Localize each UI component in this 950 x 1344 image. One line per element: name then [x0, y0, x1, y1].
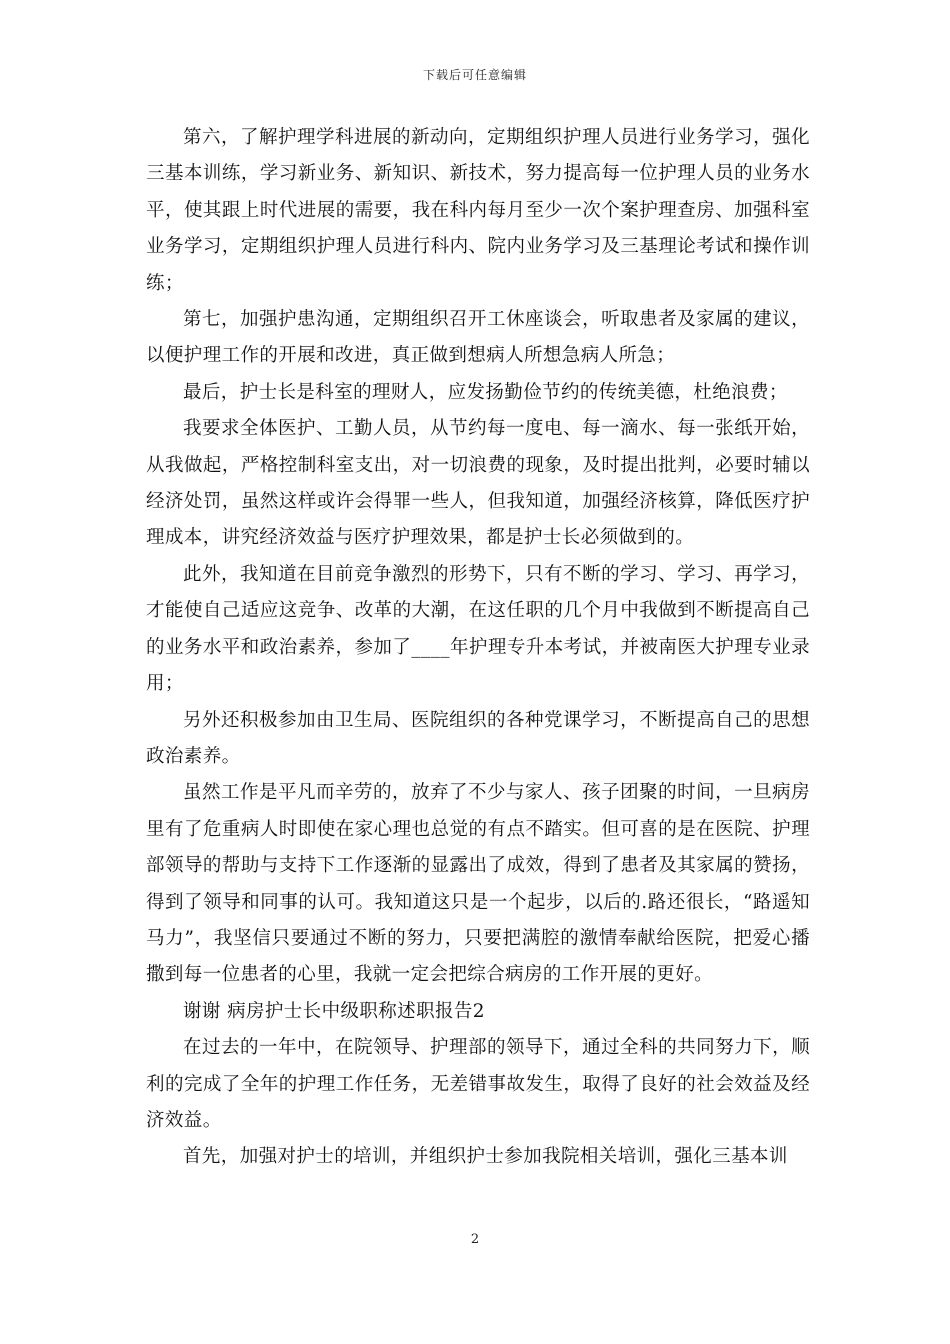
paragraph-item-six: 第六，了解护理学科进展的新动向，定期组织护理人员进行业务学习，强化三基本训练，学习新业务、新知识、新技术，努力提高每一位护理人员的业务水平，使其跟上时代进展的需要，我在科内每月至少一次个案护理查房、加强科室业务学习，定期组织护理人员进行科内、院内业务学习及三基理论考试和操作训练；	[146, 127, 810, 294]
paragraph-past-year: 在过去的一年中，在院领导、护理部的领导下，通过全科的共同努力下，顺利的完成了全年的护理工作任务，无差错事故发生，取得了良好的社会效益及经济效益。	[146, 1037, 810, 1131]
report-2-heading: 谢谢 病房护士长中级职称述职报告2	[183, 1000, 485, 1022]
page-header: 下载后可任意编辑	[422, 68, 527, 82]
paragraph-saving-requirement: 我要求全体医护、工勤人员，从节约每一度电、每一滴水、每一张纸开始，从我做起，严格控制科室支出，对一切浪费的现象，及时提出批判，必要时辅以经济处罚，虽然这样或许会得罪一些人，但我知道，加强经济核算，降低医疗护理成本，讲究经济效益与医疗护理效果，都是护士长必须做到的。	[146, 418, 810, 549]
document-body	[146, 120, 810, 1176]
page-number: 2	[470, 1232, 480, 1247]
paragraph-training: 首先，加强对护士的培训，并组织护士参加我院相关培训，强化三基本训	[183, 1146, 788, 1168]
paragraph-item-seven: 第七，加强护患沟通，定期组织召开工休座谈会，听取患者及家属的建议，以便护理工作的开展和改进，真正做到想病人所想急病人所急；	[146, 309, 810, 367]
paragraph-party-study: 另外还积极参加由卫生局、医院组织的各种党课学习，不断提高自己的思想政治素养。	[146, 709, 810, 767]
paragraph-finally: 最后，护士长是科室的理财人，应发扬勤俭节约的传统美德，杜绝浪费；	[183, 381, 788, 403]
paragraph-reflection: 虽然工作是平凡而辛劳的，放弃了不少与家人、孩子团聚的时间，一旦病房里有了危重病人时即使在家心理也总觉的有点不踏实。但可喜的是在医院、护理部领导的帮助与支持下工作逐渐的显露出了成效，得到了患者及其家属的赞扬，得到了领导和同事的认可。我知道这只是一个起步，以后的.路还很长，“路遥知马力”，我坚信只要通过不断的努力，只要把满腔的激情奉献给医院，把爱心播撒到每一位患者的心里，我就一定会把综合病房的工作开展的更好。	[146, 782, 810, 986]
paragraph-learning: 此外，我知道在目前竞争激烈的形势下，只有不断的学习、学习、再学习，才能使自己适应这竞争、改革的大潮，在这任职的几个月中我做到不断提高自己的业务水平和政治素养，参加了____年护理专升本考试，并被南医大护理专业录用；	[146, 563, 810, 695]
